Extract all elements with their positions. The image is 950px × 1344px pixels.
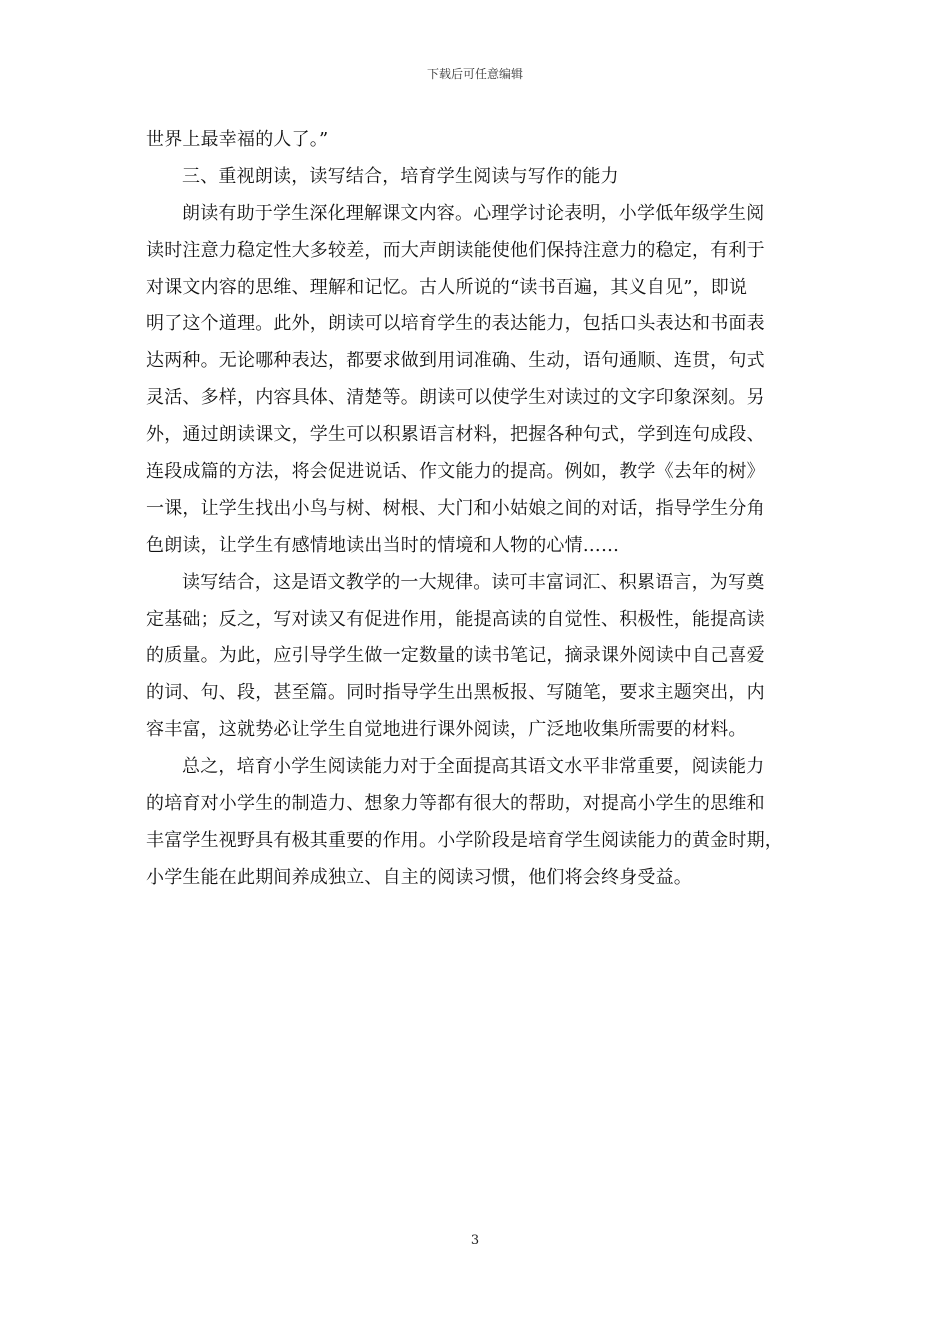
text-line: 连段成篇的方法，将会促进说话、作文能力的提高。例如，教学《去年的树》: [146, 461, 765, 483]
text-line: 明了这个道理。此外，朗读可以培育学生的表达能力，包括口头表达和书面表: [146, 313, 765, 335]
paragraph-start: 总之，培育小学生阅读能力对于全面提高其语文水平非常重要，阅读能力: [182, 756, 765, 778]
text-line: 小学生能在此期间养成独立、自主的阅读习惯，他们将会终身受益。: [146, 866, 692, 888]
text-line: 的质量。为此，应引导学生做一定数量的读书笔记，摘录课外阅读中自己喜爱: [146, 645, 765, 667]
text-line: 世界上最幸福的人了。”: [146, 129, 329, 150]
text-line: 达两种。无论哪种表达，都要求做到用词准确、生动，语句通顺、连贯，句式: [146, 350, 765, 372]
paragraph-start: 朗读有助于学生深化理解课文内容。心理学讨论表明，小学低年级学生阅: [182, 202, 765, 224]
text-line: 色朗读，让学生有感情地读出当时的情境和人物的心情……: [146, 534, 620, 556]
page-header: 下载后可任意编辑: [426, 67, 523, 81]
text-line: 一课，让学生找出小鸟与树、树根、大门和小姑娘之间的对话，指导学生分角: [146, 497, 765, 519]
text-line: 的词、句、段，甚至篇。同时指导学生出黑板报、写随笔，要求主题突出，内: [146, 682, 765, 704]
text-line: 丰富学生视野具有极其重要的作用。小学阶段是培育学生阅读能力的黄金时期，: [146, 829, 783, 851]
text-line: 的培育对小学生的制造力、想象力等都有很大的帮助，对提高小学生的思维和: [146, 793, 765, 815]
text-line: 定基础；反之，写对读又有促进作用，能提高读的自觉性、积极性，能提高读: [146, 608, 765, 630]
page-number: 3: [470, 1233, 480, 1248]
text-line: 灵活、多样，内容具体、清楚等。朗读可以使学生对读过的文字印象深刻。另: [146, 387, 765, 409]
document-body: [146, 122, 806, 897]
text-line: 容丰富，这就势必让学生自觉地进行课外阅读，广泛地收集所需要的材料。: [146, 719, 747, 741]
text-line: 对课文内容的思维、理解和记忆。古人所说的“读书百遍，其义自见”，即说: [146, 276, 748, 298]
paragraph-start: 读写结合，这是语文教学的一大规律。读可丰富词汇、积累语言，为写奠: [182, 571, 765, 593]
text-line: 外，通过朗读课文，学生可以积累语言材料，把握各种句式，学到连句成段、: [146, 424, 765, 446]
text-line: 读时注意力稳定性大多较差，而大声朗读能使他们保持注意力的稳定，有利于: [146, 239, 765, 261]
section-heading: 三、重视朗读，读写结合，培育学生阅读与写作的能力: [182, 165, 619, 187]
